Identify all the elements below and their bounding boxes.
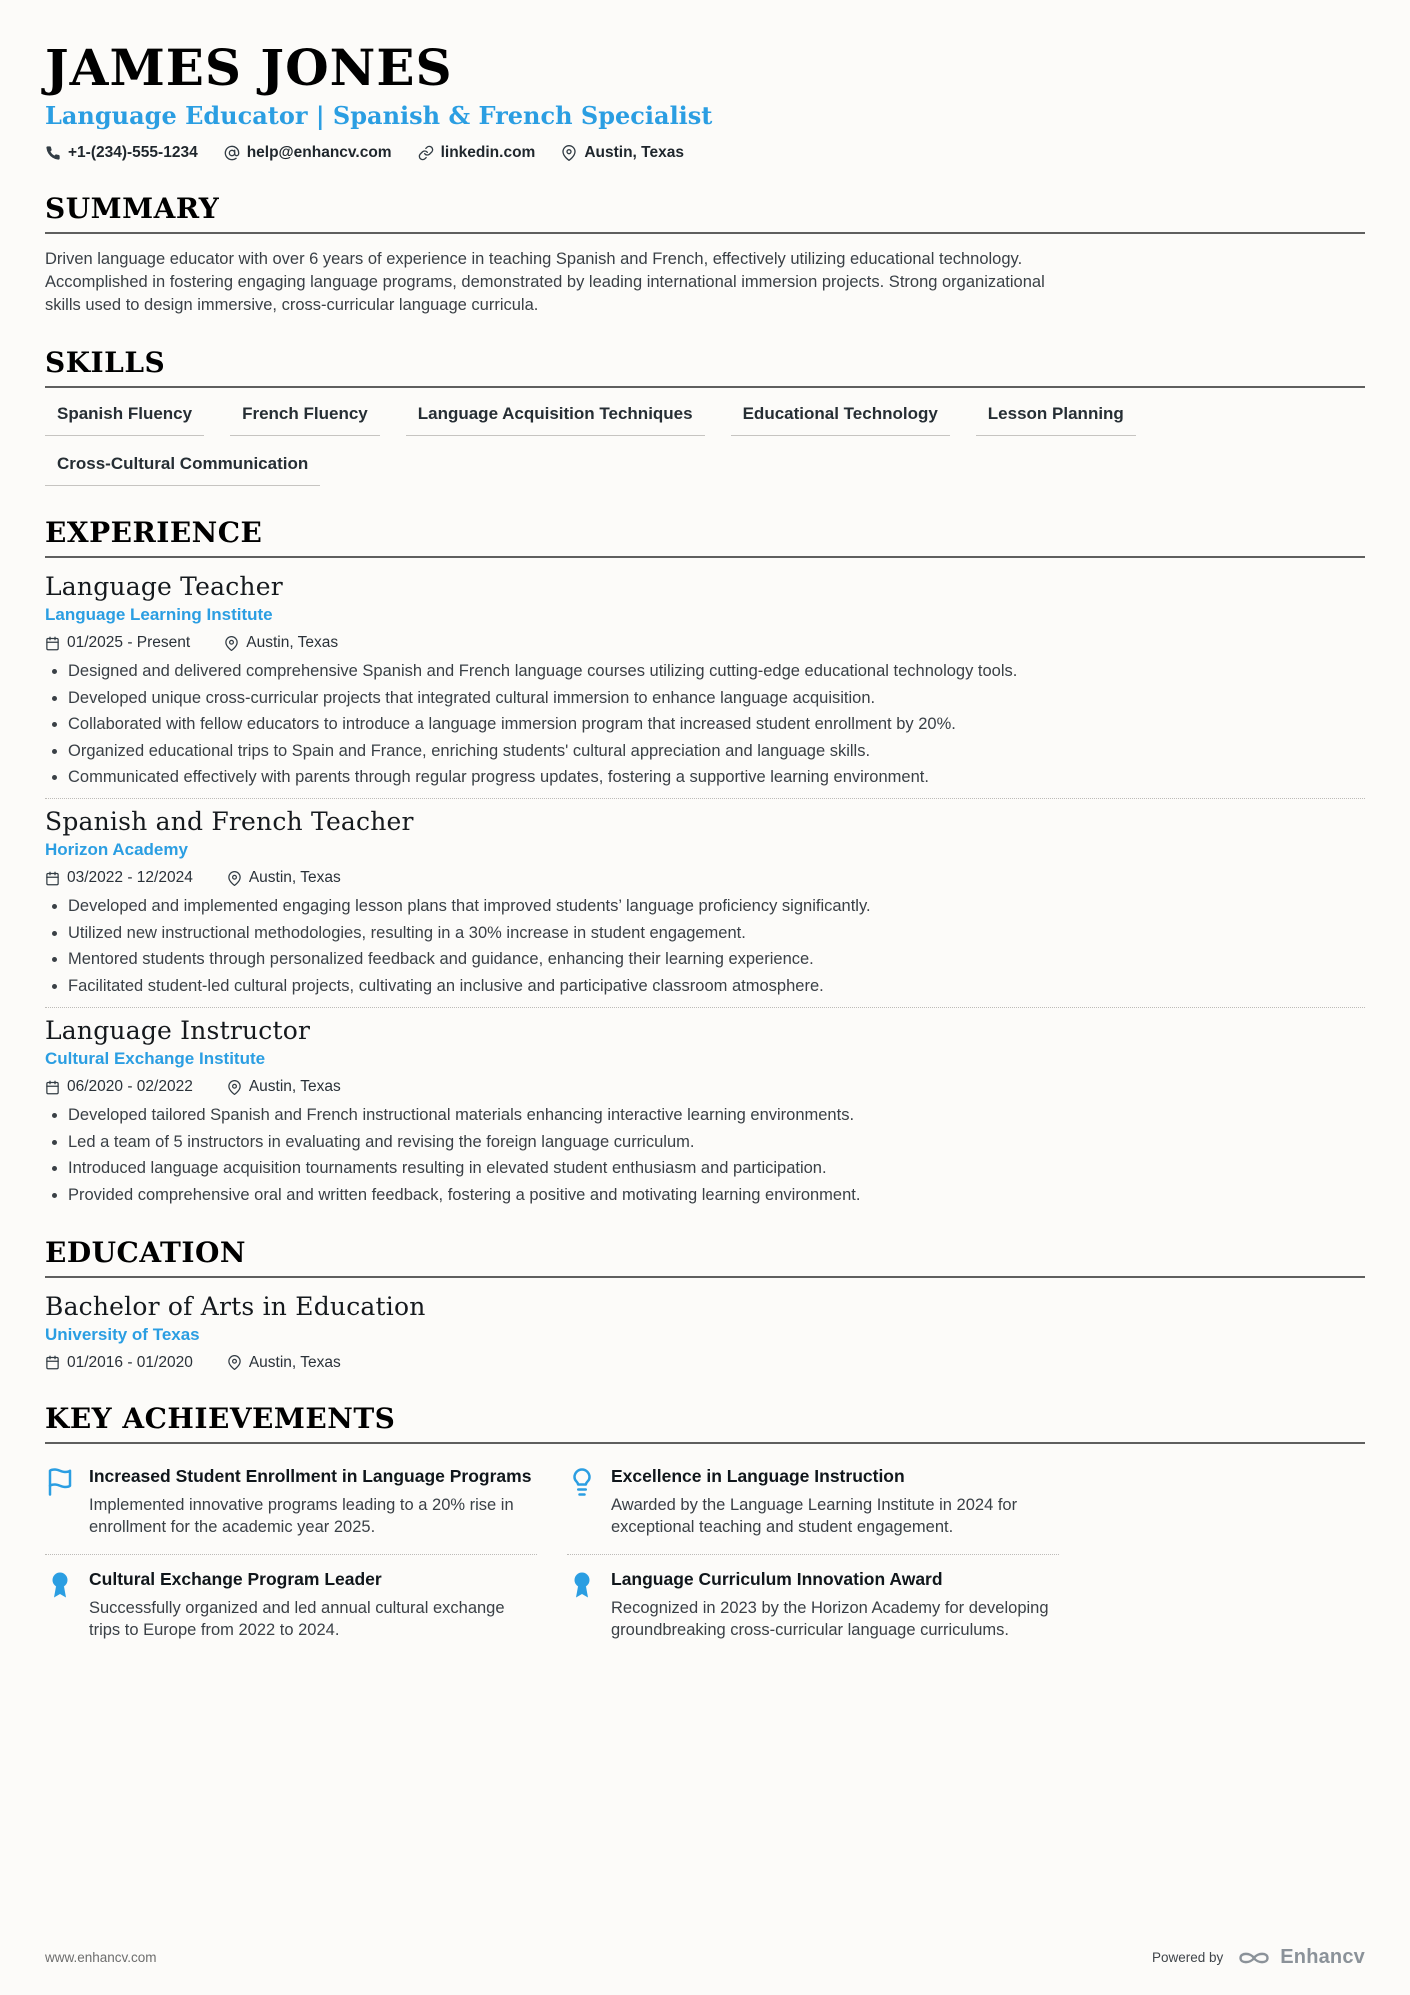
infinity-icon: [1235, 1948, 1273, 1968]
education-dates-text: 01/2016 - 01/2020: [67, 1353, 193, 1371]
contact-email[interactable]: [224, 144, 392, 162]
achievement-divider: [45, 1554, 537, 1555]
job-title: Spanish and French Teacher: [45, 807, 414, 837]
section-divider: [45, 1007, 1365, 1008]
job-title: Language Instructor: [45, 1016, 311, 1046]
bullet-item: Introduced language acquisition tournaments resulting in elevated student enthusiasm and participation.: [68, 1158, 1045, 1179]
achievement-text: Recognized in 2023 by the Horizon Academy for developing groundbreaking cross-curricular language curriculums.: [611, 1599, 1049, 1640]
achievement-item: [45, 1561, 537, 1653]
location-pin-icon: [227, 1080, 242, 1095]
brand-name: Enhancv: [1280, 1946, 1365, 1968]
link-icon: [418, 145, 434, 161]
job-dates-text: 03/2022 - 12/2024: [67, 869, 193, 887]
bullet-item: Facilitated student-led cultural projects, cultivating an inclusive and participative classroom atmosphere.: [68, 976, 1045, 997]
job-location-text: Austin, Texas: [246, 634, 339, 652]
skill-item: Language Acquisition Techniques: [406, 402, 705, 436]
contact-phone[interactable]: [45, 144, 198, 162]
achievement-text: Successfully organized and led annual cultural exchange trips to Europe from 2022 to 2024.: [89, 1599, 505, 1640]
skills-heading: SKILLS: [45, 346, 1365, 388]
degree-title: Bachelor of Arts in Education: [45, 1291, 426, 1321]
achievement-text: Awarded by the Language Learning Institute in 2024 for exceptional teaching and student engagement.: [611, 1495, 1018, 1536]
job-title: Language Teacher: [45, 572, 283, 602]
achievement-body: [611, 1569, 1059, 1641]
calendar-icon: [45, 1080, 60, 1095]
bullet-item: Provided comprehensive oral and written feedback, fostering a positive and motivating learning environment.: [68, 1185, 1045, 1206]
candidate-headline: Language Educator | Spanish & French Specialist: [45, 101, 713, 130]
contact-phone-text: +1-(234)-555-1234: [68, 144, 198, 161]
job-company: Horizon Academy: [45, 840, 188, 860]
at-icon: [224, 145, 240, 161]
school-name: University of Texas: [45, 1324, 200, 1344]
job-location-text: Austin, Texas: [248, 1078, 341, 1096]
achievement-body: [611, 1466, 1059, 1538]
location-pin-icon: [227, 871, 242, 886]
job-meta: [45, 1078, 1365, 1096]
header: [45, 38, 1365, 162]
job-company: Language Learning Institute: [45, 605, 273, 625]
section-divider: [45, 798, 1365, 799]
job-bullets: [45, 1105, 1045, 1206]
bullet-item: Mentored students through personalized feedback and guidance, enhancing their learning experience.: [68, 949, 1045, 970]
contact-location: [561, 144, 684, 162]
job-company: Cultural Exchange Institute: [45, 1049, 266, 1069]
job-entry: [45, 807, 1365, 997]
footer: [45, 1946, 1365, 1969]
location-pin-icon: [227, 1355, 242, 1370]
job-dates: [45, 1078, 193, 1096]
job-location: [224, 634, 338, 652]
achievements-heading: KEY ACHIEVEMENTS: [45, 1402, 1365, 1444]
skill-item: Spanish Fluency: [45, 402, 204, 436]
calendar-icon: [45, 871, 60, 886]
education-location-text: Austin, Texas: [248, 1353, 341, 1371]
achievement-title: Language Curriculum Innovation Award: [611, 1569, 943, 1590]
achievements-section: [45, 1402, 1365, 1654]
achievement-text: Implemented innovative programs leading to a 20% rise in enrollment for the academic year 2025.: [89, 1495, 514, 1536]
summary-section: [45, 192, 1365, 316]
bullet-item: Led a team of 5 instructors in evaluating and revising the foreign language curriculum.: [68, 1132, 1045, 1153]
bullet-item: Communicated effectively with parents through regular progress updates, fostering a supportive learning environment.: [68, 767, 1045, 788]
achievement-item: [567, 1458, 1059, 1550]
achievement-title: Cultural Exchange Program Leader: [89, 1569, 382, 1590]
contact-website-text: linkedin.com: [440, 144, 536, 161]
contact-website[interactable]: [418, 144, 536, 162]
job-location-text: Austin, Texas: [248, 869, 341, 887]
summary-text: Driven language educator with over 6 years of experience in teaching Spanish and French, effectively utilizing educational technology. Accomplished in fostering engaging language programs, demonstrated by leading international immersion projects. Strong organizational skills used to design immersive, cross-curricular language curricula.: [45, 250, 1045, 314]
contact-row: [45, 144, 1365, 162]
location-pin-icon: [224, 636, 239, 651]
flag-icon: [45, 1467, 75, 1497]
enhancv-logo[interactable]: [1235, 1946, 1365, 1969]
bullet-item: Developed unique cross-curricular projects that integrated cultural immersion to enhance language acquisition.: [68, 688, 1045, 709]
achievement-title: Excellence in Language Instruction: [611, 1465, 905, 1486]
achievement-body: [89, 1466, 537, 1538]
skill-item: Lesson Planning: [976, 402, 1136, 436]
job-dates-text: 01/2025 - Present: [67, 634, 191, 652]
job-bullets: [45, 661, 1045, 788]
bullet-item: Developed and implemented engaging lesson plans that improved students’ language proficiency significantly.: [68, 896, 1045, 917]
medal-icon: [45, 1570, 75, 1600]
achievement-divider: [567, 1554, 1059, 1555]
job-location: [227, 869, 341, 887]
job-bullets: [45, 896, 1045, 997]
education-meta: [45, 1354, 1365, 1372]
job-meta: [45, 634, 1365, 652]
education-location: [227, 1354, 341, 1372]
calendar-icon: [45, 636, 60, 651]
medal-icon: [567, 1570, 597, 1600]
contact-location-text: Austin, Texas: [584, 144, 684, 161]
job-meta: [45, 869, 1365, 887]
job-dates: [45, 869, 193, 887]
powered-by-label: Powered by: [1151, 1950, 1224, 1965]
skill-item: Educational Technology: [731, 402, 950, 436]
calendar-icon: [45, 1355, 60, 1370]
skills-list: [45, 402, 1365, 486]
phone-icon: [45, 145, 61, 161]
lightbulb-icon: [567, 1467, 597, 1497]
experience-section: [45, 516, 1365, 1206]
skill-item: French Fluency: [230, 402, 380, 436]
job-entry: [45, 572, 1365, 788]
bullet-item: Collaborated with fellow educators to introduce a language immersion program that increased student enrollment by 20%.: [68, 714, 1045, 735]
job-dates: [45, 634, 190, 652]
achievement-body: [89, 1569, 537, 1641]
bullet-item: Developed tailored Spanish and French instructional materials enhancing interactive learning environments.: [68, 1105, 1045, 1126]
education-dates: [45, 1354, 193, 1372]
footer-website-link[interactable]: www.enhancv.com: [45, 1950, 157, 1965]
bullet-item: Utilized new instructional methodologies, resulting in a 30% increase in student engagement.: [68, 923, 1045, 944]
job-location: [227, 1078, 341, 1096]
experience-heading: EXPERIENCE: [45, 516, 1365, 558]
skills-section: [45, 346, 1365, 486]
contact-email-text: help@enhancv.com: [246, 144, 392, 161]
achievement-title: Increased Student Enrollment in Language Programs: [89, 1465, 532, 1486]
education-section: [45, 1236, 1365, 1372]
location-pin-icon: [561, 145, 577, 161]
skill-item: Cross-Cultural Communication: [45, 452, 320, 486]
education-heading: EDUCATION: [45, 1236, 1365, 1278]
candidate-name: JAMES JONES: [45, 38, 453, 97]
achievement-item: [567, 1561, 1059, 1653]
job-dates-text: 06/2020 - 02/2022: [67, 1078, 193, 1096]
job-entry: [45, 1016, 1365, 1206]
achievements-grid: [45, 1458, 1365, 1654]
bullet-item: Designed and delivered comprehensive Spanish and French language courses utilizing cutting-edge educational technology tools.: [68, 661, 1045, 682]
summary-heading: SUMMARY: [45, 192, 1365, 234]
powered-by: [1152, 1946, 1365, 1969]
bullet-item: Organized educational trips to Spain and France, enriching students' cultural appreciation and language skills.: [68, 741, 1045, 762]
achievement-item: [45, 1458, 537, 1550]
